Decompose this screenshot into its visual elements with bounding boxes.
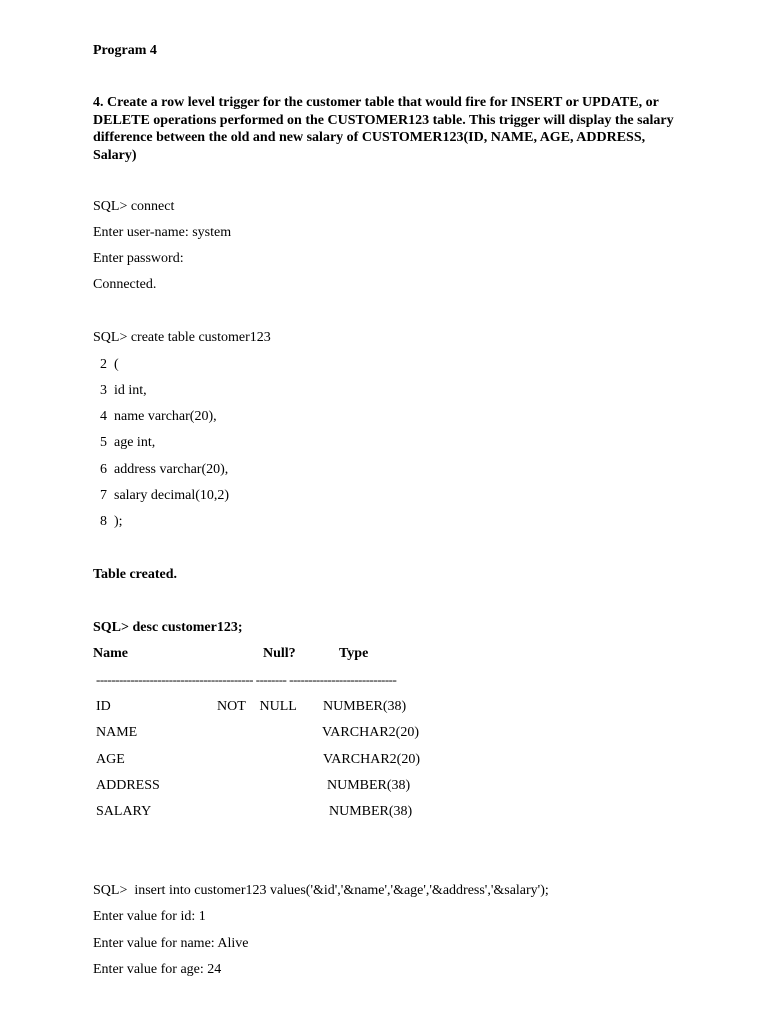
table-created-message: Table created. bbox=[93, 567, 177, 582]
username-line: Enter user-name: system bbox=[93, 225, 232, 240]
row-name-cell: ADDRESS bbox=[96, 778, 160, 793]
password-line: Enter password: bbox=[93, 251, 184, 266]
desc-command: SQL> desc customer123; bbox=[93, 620, 243, 635]
row-name-cell: NAME bbox=[96, 725, 138, 740]
create-table-line: SQL> create table customer123 bbox=[93, 330, 271, 345]
desc-separator: ----------------------------------------- -------- ---------------------------- bbox=[96, 672, 397, 687]
create-line-2: 2 ( bbox=[93, 357, 119, 372]
row-type-cell: VARCHAR2(20) bbox=[322, 725, 419, 740]
insert-command: SQL> insert into customer123 values('&id','&name','&age','&address','&salary'); bbox=[93, 883, 549, 898]
program-heading: Program 4 bbox=[93, 43, 157, 58]
create-line-6: 6 address varchar(20), bbox=[93, 462, 229, 477]
create-line-3: 3 id int, bbox=[93, 383, 147, 398]
enter-id-line: Enter value for id: 1 bbox=[93, 909, 206, 924]
connected-line: Connected. bbox=[93, 277, 157, 292]
create-line-7: 7 salary decimal(10,2) bbox=[93, 488, 230, 503]
desc-header-type: Type bbox=[339, 646, 369, 661]
connect-line: SQL> connect bbox=[93, 199, 175, 214]
question-text: 4. Create a row level trigger for the customer table that would fire for INSERT or UPDATE, or DELETE operations performed on the CUSTOMER123 table. This trigger will display the salary difference between the old and new salary of CUSTOMER123(ID, NAME, AGE, ADDRESS, Salary) bbox=[93, 95, 674, 163]
enter-age-line: Enter value for age: 24 bbox=[93, 962, 222, 977]
row-name-cell: AGE bbox=[96, 752, 125, 767]
row-name-cell: SALARY bbox=[96, 804, 152, 819]
row-name-cell: ID bbox=[96, 699, 111, 714]
row-type-cell: NUMBER(38) bbox=[329, 804, 413, 819]
create-line-8: 8 ); bbox=[93, 514, 123, 529]
create-line-4: 4 name varchar(20), bbox=[93, 409, 217, 424]
create-line-5: 5 age int, bbox=[93, 435, 156, 450]
desc-header-name: Name bbox=[93, 646, 128, 661]
row-type-cell: NUMBER(38) bbox=[323, 699, 407, 714]
desc-header-null: Null? bbox=[263, 646, 296, 661]
row-null-cell: NOT NULL bbox=[217, 699, 297, 714]
row-type-cell: NUMBER(38) bbox=[327, 778, 411, 793]
row-type-cell: VARCHAR2(20) bbox=[323, 752, 420, 767]
enter-name-line: Enter value for name: Alive bbox=[93, 936, 249, 951]
